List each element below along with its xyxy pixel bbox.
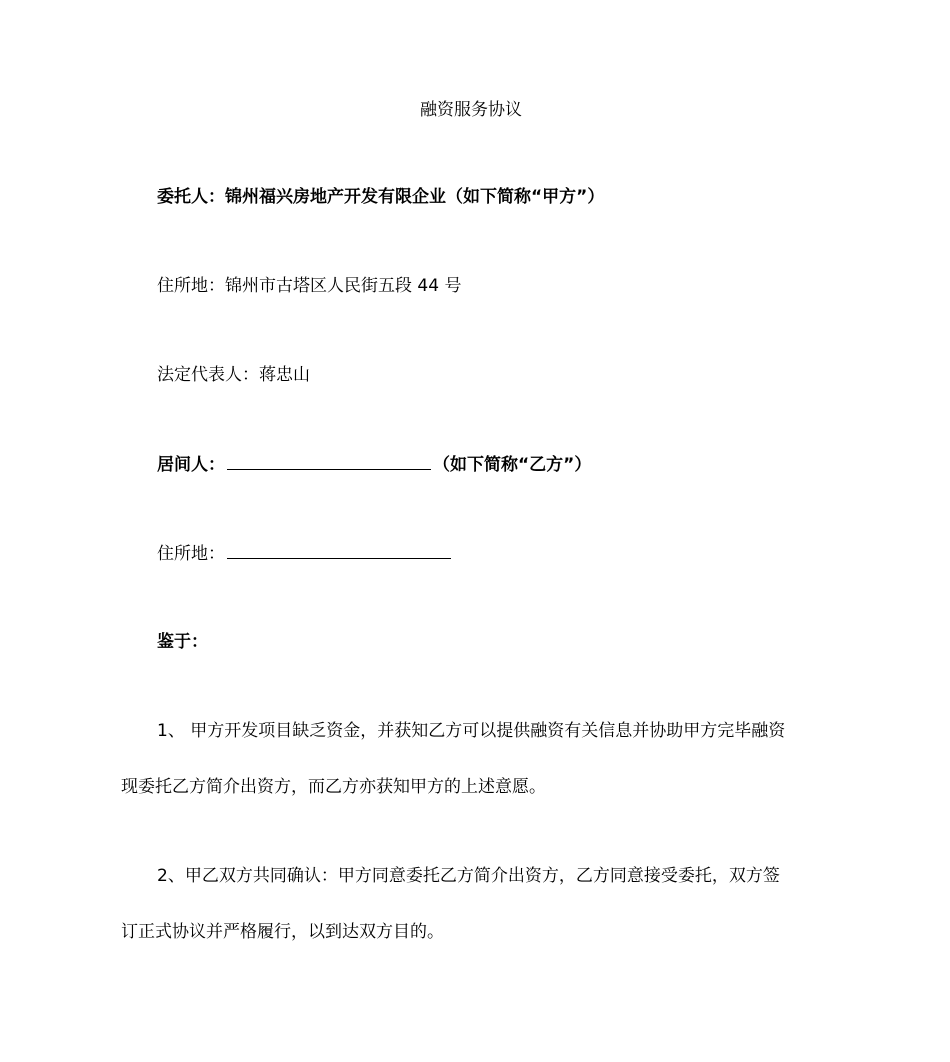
client-rep-label: 法定代表人： (157, 365, 259, 385)
intermediary-abbr: （如下简称“乙方”） (433, 455, 592, 475)
intermediary-address-blank (227, 542, 451, 559)
clause-1-line-2: 现委托乙方简介出资方，而乙方亦获知甲方的上述意愿。 (121, 777, 546, 797)
intermediary-line (157, 453, 591, 476)
client-name: 锦州福兴房地产开发有限企业 (225, 187, 446, 207)
clause-1-line-1: 1、 甲方开发项目缺乏资金，并获知乙方可以提供融资有关信息并协助甲方完毕融资 (157, 721, 786, 741)
whereas-label: 鉴于： (157, 632, 208, 652)
client-abbr: （如下简称“甲方”） (446, 187, 605, 207)
client-label: 委托人： (157, 187, 225, 207)
client-address: 锦州市古塔区人民街五段 44 号 (225, 276, 462, 296)
client-rep: 蒋忠山 (259, 365, 310, 385)
clause-2-line-1: 2、甲乙双方共同确认：甲方同意委托乙方简介出资方，乙方同意接受委托，双方签 (157, 866, 780, 886)
client-address-label: 住所地： (157, 276, 225, 296)
client-line (157, 186, 604, 208)
intermediary-address-line (157, 542, 453, 565)
clause-2-line-2: 订正式协议并严格履行，以到达双方目的。 (121, 922, 444, 942)
intermediary-name-blank (227, 453, 431, 470)
document-title: 融资服务协议 (420, 100, 522, 120)
intermediary-label: 居间人： (157, 455, 225, 475)
client-rep-line (157, 364, 310, 386)
client-address-line (157, 275, 461, 297)
intermediary-address-label: 住所地： (157, 544, 225, 564)
